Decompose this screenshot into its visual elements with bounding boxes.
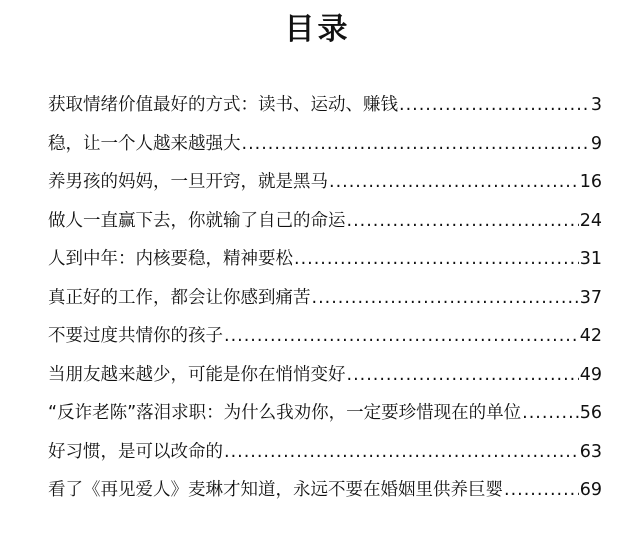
toc-dot-leader: [399, 86, 590, 125]
toc-dot-leader: [312, 279, 579, 318]
toc-page-number: 24: [579, 210, 602, 231]
toc-entry: [48, 394, 602, 433]
toc-page-number: 69: [579, 480, 602, 500]
toc-page-number: 56: [579, 403, 602, 423]
toc-dot-leader: [522, 394, 579, 433]
toc-dot-leader: [224, 317, 579, 356]
toc-page-number: 42: [579, 326, 602, 346]
toc-entry: [48, 433, 602, 472]
toc-dot-leader: [347, 356, 579, 395]
toc-dot-leader: [294, 240, 579, 279]
toc-entry-title: 看了《再见爱人》麦琳才知道，永远不要在婚姻里供养巨婴: [48, 480, 503, 500]
toc-dot-leader: [504, 471, 579, 510]
toc-entry-title: 养男孩的妈妈，一旦开窍，就是黑马: [48, 172, 328, 192]
toc-entry: [48, 240, 602, 279]
toc-page-number: 3: [590, 95, 602, 115]
toc-page-number: 63: [579, 441, 602, 462]
toc-entry: [48, 163, 602, 202]
page-title: 目录: [284, 12, 351, 47]
toc-entry: [48, 279, 602, 318]
toc-entry-title: 好习惯，是可以改命的: [48, 441, 223, 462]
toc-page-number: 31: [579, 249, 602, 269]
toc-dot-leader: [224, 433, 579, 472]
toc-entry-title: 当朋友越来越少，可能是你在悄悄变好: [48, 364, 346, 385]
toc-dot-leader: [347, 202, 579, 241]
toc-entry-title: 获取情绪价值最好的方式：读书、运动、赚钱: [48, 95, 398, 115]
toc-entry: [48, 471, 602, 510]
toc-entry-title: 真正好的工作，都会让你感到痛苦: [48, 287, 311, 308]
toc-dot-leader: [242, 125, 590, 164]
toc-entry-title: 人到中年：内核要稳，精神要松: [48, 249, 293, 269]
toc-list: [48, 86, 602, 510]
toc-entry: [48, 202, 602, 241]
toc-entry: [48, 86, 602, 125]
toc-entry: [48, 356, 602, 395]
toc-page-number: 9: [590, 133, 602, 154]
toc-dot-leader: [329, 163, 579, 202]
toc-entry-title: 稳，让一个人越来越强大: [48, 133, 241, 154]
toc-entry-title: “反诈老陈”落泪求职：为什么我劝你，一定要珍惜现在的单位: [48, 403, 522, 423]
toc-page-number: 49: [579, 364, 602, 385]
toc-entry-title: 不要过度共情你的孩子: [48, 326, 223, 346]
toc-entry: [48, 317, 602, 356]
toc-page-number: 37: [579, 287, 602, 308]
toc-page-number: 16: [579, 172, 602, 192]
toc-entry-title: 做人一直赢下去，你就输了自己的命运: [48, 210, 346, 231]
toc-entry: [48, 125, 602, 164]
